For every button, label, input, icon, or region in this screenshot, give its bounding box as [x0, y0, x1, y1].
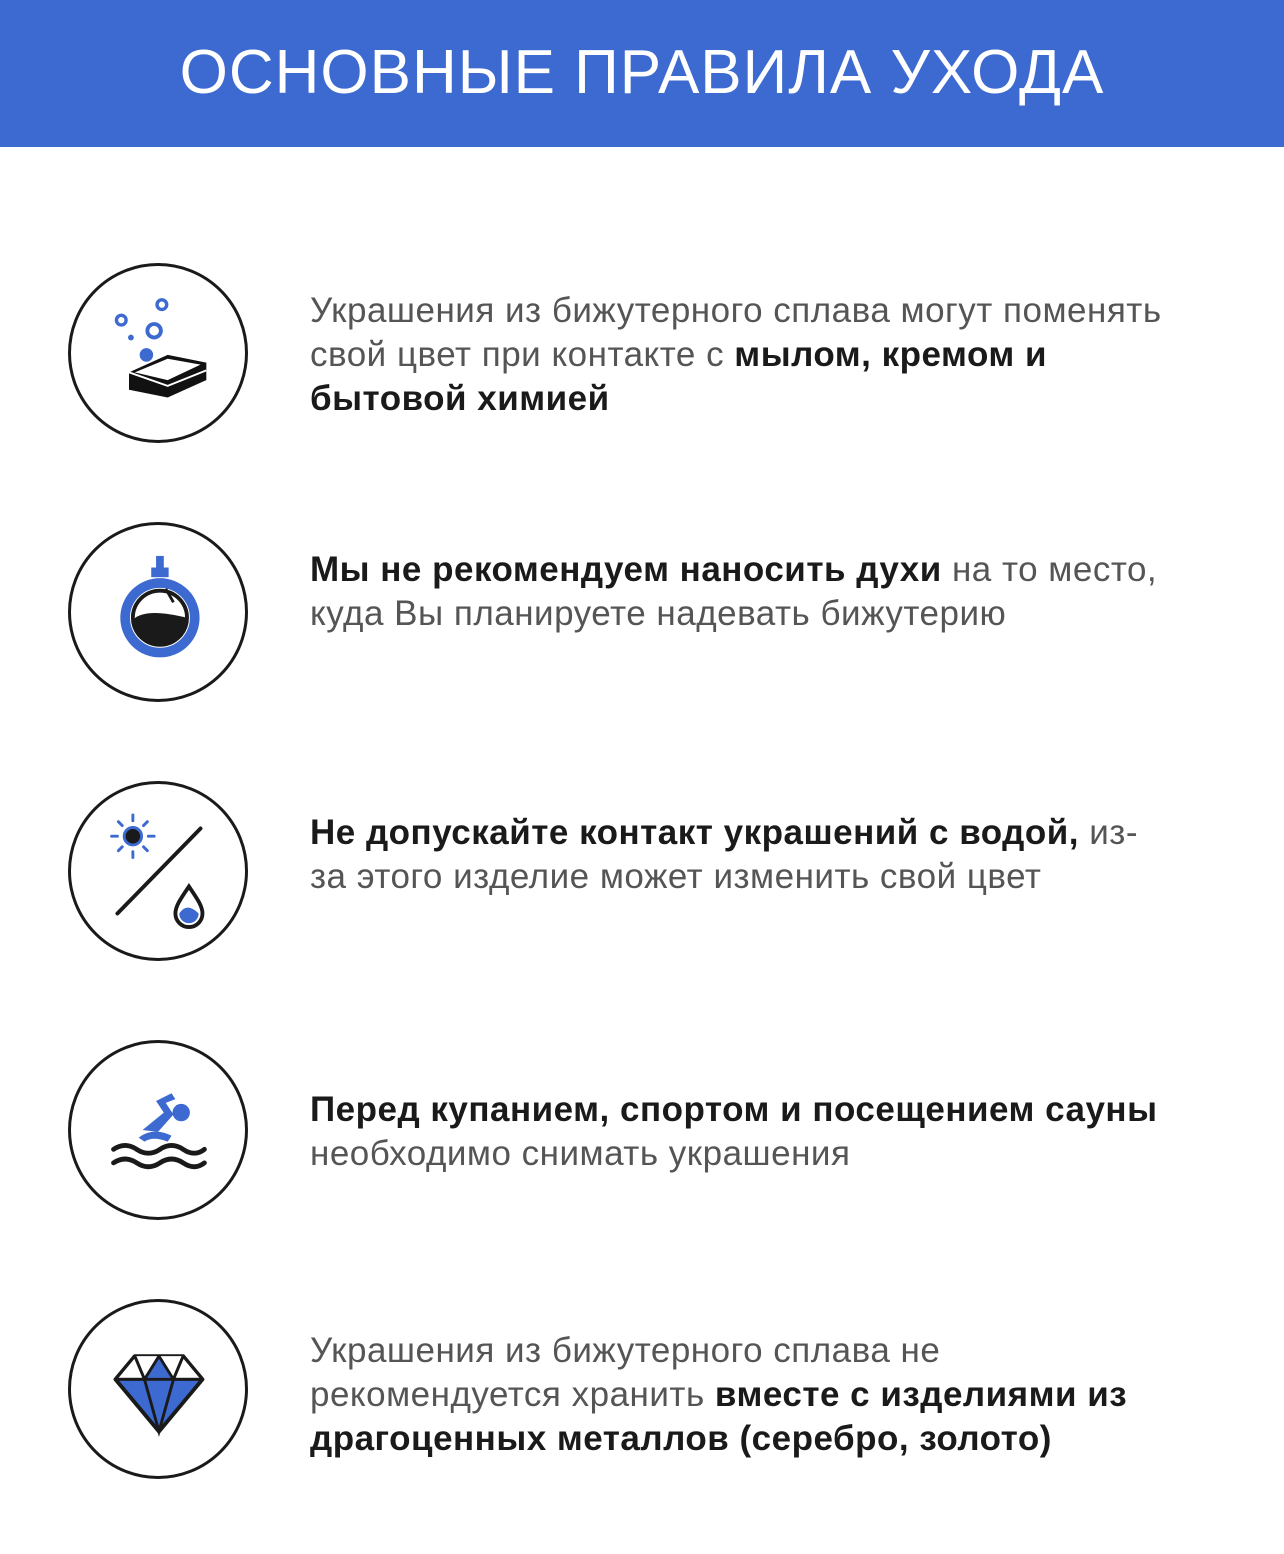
rule-text [310, 1329, 1170, 1461]
rule-text-bold: вместе с изделиями из драгоценных металлов (серебро, золото) [310, 1375, 1128, 1458]
soap-bubbles-icon [71, 263, 245, 443]
rule-item-storage [68, 1299, 1258, 1485]
page-title: ОСНОВНЫЕ ПРАВИЛА УХОДА [179, 38, 1105, 107]
rule-text-regular: Украшения из бижутерного сплава не рекомендуется хранить [310, 1331, 941, 1414]
icon-circle [68, 1040, 248, 1220]
rule-text-bold: мылом, кремом и бытовой химией [310, 335, 1047, 418]
header-banner [0, 0, 1284, 147]
rule-text-regular: необходимо снимать украшения [310, 1134, 851, 1173]
rule-item-soap [68, 263, 1258, 449]
rule-text-regular: Украшения из бижутерного сплава могут поменять свой цвет при контакте с [310, 291, 1162, 374]
rule-text-bold: Мы не рекомендуем наносить духи [310, 550, 942, 589]
rule-text [310, 548, 1170, 636]
rule-text [310, 811, 1170, 899]
rule-item-water [68, 781, 1258, 967]
rule-text-bold: Не допускайте контакт украшений с водой, [310, 813, 1080, 852]
rule-item-swimming [68, 1040, 1258, 1226]
rule-item-perfume [68, 522, 1258, 708]
rule-text-regular: из-за этого изделие может изменить свой цвет [310, 813, 1138, 896]
rule-text-bold: Перед купанием, спортом и посещением сауны [310, 1090, 1158, 1129]
perfume-bottle-icon [71, 522, 245, 702]
rule-text-regular: на то место, куда Вы планируете надевать бижутерию [310, 550, 1158, 633]
rule-text [310, 1088, 1170, 1176]
diamond-icon [71, 1299, 245, 1479]
icon-circle [68, 522, 248, 702]
rule-text [310, 289, 1170, 421]
icon-circle [68, 263, 248, 443]
icon-circle [68, 1299, 248, 1479]
sun-water-icon [71, 781, 245, 961]
swimmer-icon [71, 1040, 245, 1220]
icon-circle [68, 781, 248, 961]
